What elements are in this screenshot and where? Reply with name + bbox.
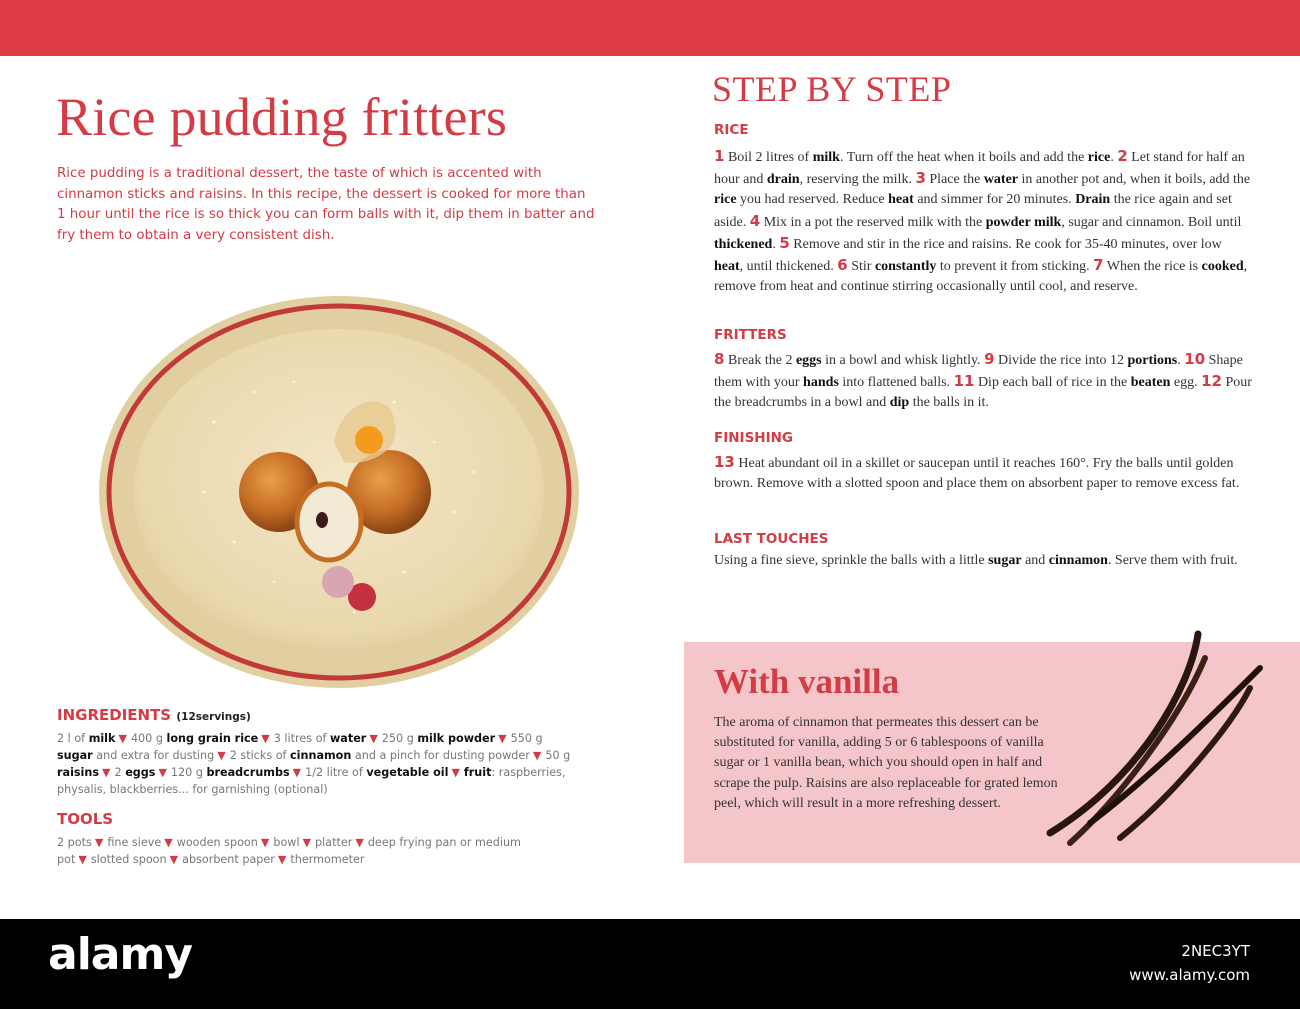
step-text: .	[772, 236, 780, 252]
vanilla-bean-photo	[1030, 628, 1270, 848]
step-keyword: beaten	[1130, 375, 1171, 391]
tool-item: 2 pots	[57, 836, 92, 849]
step-text: , reserving the milk.	[799, 172, 916, 188]
step-keyword: powder milk	[985, 214, 1062, 230]
ingredient-amount: 2 sticks of	[229, 749, 291, 762]
pot-bullet-icon: ▼	[158, 766, 167, 779]
step-text: Dip each ball of rice in the	[974, 375, 1131, 391]
alamy-logo: alamy	[48, 929, 192, 980]
step-text: Remove and stir in the rice and raisins. Re cook for 35-40 minutes, over low	[789, 236, 1222, 252]
ingredient-amount: 2	[114, 766, 126, 779]
step-keyword: thickened	[714, 236, 773, 252]
step-text: Stir	[847, 259, 875, 275]
step-number: 13	[714, 453, 735, 471]
pot-bullet-icon: ▼	[302, 836, 312, 849]
step-text: . Serve them with fruit.	[1107, 553, 1238, 568]
step-text: Break the 2	[724, 353, 796, 368]
ingredient-name: breadcrumbs	[206, 766, 290, 779]
step-text: Place the	[925, 172, 984, 188]
watermark-footer	[0, 919, 1300, 1009]
step-number: 3	[915, 169, 926, 188]
vanilla-bean-3	[1090, 668, 1260, 823]
tools-heading: TOOLS	[57, 810, 114, 828]
ingredient-amount: 2 l of	[57, 732, 89, 745]
ingredient-name: raisins	[57, 766, 100, 779]
vanilla-bean-1	[1050, 634, 1198, 833]
step-keyword: sugar	[988, 553, 1022, 568]
ingredient-amount: 550 g	[510, 732, 543, 745]
tool-item: slotted spoon	[90, 853, 167, 866]
pot-bullet-icon: ▼	[532, 749, 542, 762]
step-number: 9	[984, 350, 995, 368]
pot-bullet-icon: ▼	[102, 766, 111, 779]
pot-bullet-icon: ▼	[169, 853, 179, 866]
step-number: 10	[1184, 350, 1206, 368]
ingredient-amount: 50 g	[545, 749, 571, 762]
raisin	[316, 512, 328, 528]
ingredients-heading-label: INGREDIENTS	[57, 706, 172, 724]
step-text: .	[1110, 150, 1118, 165]
step-text: the balls in it.	[909, 395, 989, 411]
step-keyword: drain	[766, 172, 800, 188]
step-text: in another pot and, when it boils, add the	[1018, 172, 1251, 188]
step-text: .	[1177, 353, 1185, 368]
step-text: into flattened balls.	[838, 375, 954, 391]
pot-bullet-icon: ▼	[369, 732, 378, 745]
ingredient-amount: 400 g	[130, 732, 167, 745]
step-text: Using a fine sieve, sprinkle the balls with a little	[714, 553, 989, 568]
ingredients-list	[57, 730, 577, 798]
step-text: and	[1021, 553, 1049, 568]
ingredient-name: cinnamon	[290, 749, 352, 762]
ingredient-note: and a pinch for dusting powder	[351, 749, 530, 762]
step-text: you had reserved. Reduce	[736, 192, 889, 208]
pot-bullet-icon: ▼	[277, 853, 287, 866]
recipe-title: Rice pudding fritters	[56, 87, 508, 147]
step-number: 5	[779, 233, 790, 252]
vanilla-title: With vanilla	[714, 662, 900, 701]
step-text: , remove from heat and continue stirring occasionally until cool, and reserve.	[714, 259, 1248, 295]
step-number: 8	[714, 350, 725, 368]
tool-item: absorbent paper	[182, 853, 275, 866]
step-number: 7	[1093, 256, 1104, 275]
step-keyword: dip	[889, 395, 910, 411]
step-number: 4	[749, 211, 761, 230]
pot-bullet-icon: ▼	[260, 836, 270, 849]
pot-bullet-icon: ▼	[78, 853, 87, 866]
step-text: When the rice is	[1103, 259, 1202, 275]
pot-bullet-icon: ▼	[292, 766, 302, 779]
step-text: in a bowl and whisk lightly.	[821, 353, 985, 368]
step-text: Boil 2 litres of	[724, 150, 813, 165]
step-keyword: hands	[803, 375, 839, 391]
ingredient-amount: 3 litres of	[273, 732, 330, 745]
ingredient-name: milk	[88, 732, 116, 745]
ingredient-name: long grain rice	[166, 732, 259, 745]
step-keyword: heat	[714, 259, 740, 275]
step-text: the rice again and set aside.	[714, 192, 1232, 230]
ingredient-note: and extra for dusting	[92, 749, 215, 762]
ingredient-amount: 1/2 litre of	[305, 766, 367, 779]
step-text: . Turn off the heat when it boils and add the	[839, 150, 1088, 165]
ingredient-name: fruit	[463, 766, 492, 779]
fritter-halved	[297, 484, 361, 560]
plate-photo	[94, 292, 584, 692]
tool-item: wooden spoon	[176, 836, 258, 849]
step-text: egg.	[1170, 375, 1202, 391]
step-text: Pour the breadcrumbs in a bowl and	[714, 375, 1252, 411]
ingredient-name: milk powder	[417, 732, 496, 745]
step-number: 11	[953, 372, 975, 391]
pot-bullet-icon: ▼	[164, 836, 173, 849]
tools-list	[57, 834, 577, 868]
ingredient-amount: 120 g	[170, 766, 207, 779]
step-keyword: rice	[714, 192, 737, 208]
step-number: 12	[1201, 372, 1222, 391]
tool-item: deep frying pan or medium pot	[57, 836, 521, 866]
rice-steps	[714, 146, 1254, 297]
step-keyword: eggs	[795, 353, 822, 368]
last-touches-heading: LAST TOUCHES	[714, 531, 829, 547]
servings-label: (12servings)	[176, 711, 251, 723]
last-touches-steps	[714, 551, 1254, 571]
step-text: Divide the rice into 12	[994, 353, 1128, 368]
step-text: , until thickened.	[739, 259, 838, 275]
step-number: 6	[837, 256, 848, 275]
ingredients-heading	[57, 706, 251, 724]
pot-bullet-icon: ▼	[451, 766, 460, 779]
tool-item: bowl	[273, 836, 300, 849]
step-text: Shape them with your	[714, 353, 1243, 391]
step-keyword: cinnamon	[1048, 553, 1108, 568]
physalis-fruit	[355, 426, 383, 454]
tool-item: thermometer	[290, 853, 365, 866]
recipe-intro: Rice pudding is a traditional dessert, the taste of which is accented with cinnamon sticks and raisins. In this recipe, the dessert is cooked for more than 1 hour until the rice is so thick you can form balls with it, dip them in batter and fry them to obtain a very consistent dish.	[57, 166, 595, 243]
finishing-heading: FINISHING	[714, 430, 793, 446]
step-keyword: Drain	[1075, 192, 1111, 208]
step-number: 1	[714, 147, 725, 165]
fritters-heading: FRITTERS	[714, 327, 787, 343]
plate-illustration	[94, 292, 584, 692]
rice-heading: RICE	[714, 122, 749, 138]
step-keyword: rice	[1087, 150, 1111, 165]
step-keyword: constantly	[874, 259, 937, 275]
finishing-steps	[714, 452, 1254, 494]
step-keyword: cooked	[1201, 259, 1244, 275]
pot-bullet-icon: ▼	[498, 732, 507, 745]
pot-bullet-icon: ▼	[261, 732, 270, 745]
image-id: 2NEC3YT	[1181, 942, 1250, 960]
ingredient-name: vegetable oil	[366, 766, 449, 779]
tool-item: fine sieve	[107, 836, 162, 849]
step-text: and simmer for 20 minutes.	[913, 192, 1076, 208]
top-color-bar	[0, 0, 1300, 56]
ingredient-name: water	[329, 732, 367, 745]
step-text: , sugar and cinnamon. Boil until	[1061, 214, 1242, 230]
pot-bullet-icon: ▼	[118, 732, 127, 745]
step-keyword: water	[983, 172, 1019, 188]
pot-bullet-icon: ▼	[94, 836, 104, 849]
step-text: Mix in a pot the reserved milk with the	[760, 214, 986, 230]
ingredient-name: eggs	[125, 766, 156, 779]
step-keyword: portions	[1127, 353, 1178, 368]
ingredient-note: : raspberries, physalis, blackberries... for garnishing (optional)	[57, 766, 566, 796]
ingredient-name: sugar	[57, 749, 93, 762]
watermark-url: www.alamy.com	[1129, 966, 1250, 984]
step-text: Heat abundant oil in a skillet or saucepan until it reaches 160°. Fry the balls until golden brown. Remove with a slotted spoon and place them on absorbent paper to remove excess fat.	[714, 456, 1240, 492]
fritters-steps	[714, 349, 1254, 414]
pot-bullet-icon: ▼	[355, 836, 364, 849]
step-keyword: heat	[888, 192, 914, 208]
ingredient-amount: 250 g	[381, 732, 418, 745]
raspberry-sugared	[322, 566, 354, 598]
tool-item: platter	[315, 836, 353, 849]
pot-bullet-icon: ▼	[217, 749, 226, 762]
step-by-step-title: STEP BY STEP	[712, 69, 952, 109]
step-keyword: milk	[812, 150, 840, 165]
step-text: to prevent it from sticking.	[936, 259, 1094, 275]
step-number: 2	[1117, 147, 1128, 165]
step-text: Let stand for half an hour and	[714, 150, 1245, 188]
vanilla-text: The aroma of cinnamon that permeates this dessert can be substituted for vanilla, adding 5 or 6 tablespoons of vanilla sugar or 1 vanilla bean, which you should open in half and scrape the pulp. Raisins are also replaceable for grated lemon peel, which will result in a more refreshing dessert.	[714, 715, 1058, 811]
